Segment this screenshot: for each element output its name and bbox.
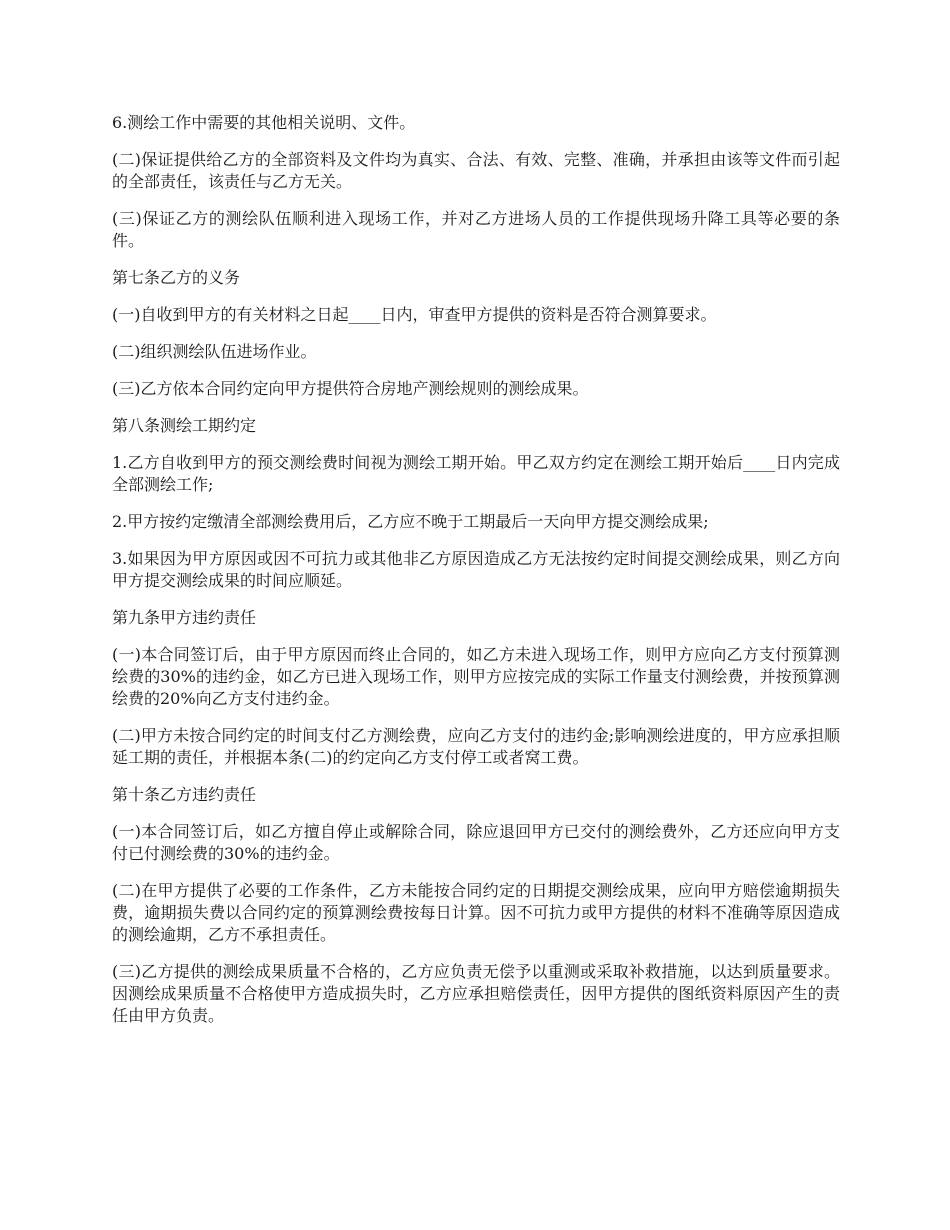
paragraph-article-10-clause-3: (三)乙方提供的测绘成果质量不合格的，乙方应负责无偿予以重测或采取补救措施，以达到质量要求。因测绘成果质量不合格使甲方造成损失时，乙方应承担赔偿责任，因甲方提供的图纸资料原因产生的责任由甲方负责。 (112, 962, 840, 1025)
paragraph-article-7-clause-3: (三)乙方依本合同约定向甲方提供符合房地产测绘规则的测绘成果。 (112, 379, 589, 398)
paragraph-article-9-clause-2: (二)甲方未按合同约定的时间支付乙方测绘费，应向乙方支付的违约金;影响测绘进度的，甲方应承担顺延工期的责任，并根据本条(二)的约定向乙方支付停工或者窝工费。 (112, 726, 840, 767)
paragraph-obligation-3: (三)保证乙方的测绘队伍顺利进入现场工作，并对乙方进场人员的工作提供现场升降工具等必要的条件。 (112, 209, 840, 250)
section-heading-article-8: 第八条测绘工期约定 (112, 416, 257, 435)
paragraph-article-7-clause-2: (二)组织测绘队伍进场作业。 (112, 342, 317, 361)
paragraph-article-8-item-3: 3.如果因为甲方原因或因不可抗力或其他非乙方原因造成乙方无法按约定时间提交测绘成果，则乙方向甲方提交测绘成果的时间应顺延。 (112, 549, 840, 590)
paragraph-article-10-clause-2: (二)在甲方提供了必要的工作条件，乙方未能按合同约定的日期提交测绘成果，应向甲方赔偿逾期损失费，逾期损失费以合同约定的预算测绘费按每日计算。因不可抗力或甲方提供的材料不准确等原因造成的测绘逾期，乙方不承担责任。 (112, 881, 840, 944)
section-heading-article-7: 第七条乙方的义务 (112, 268, 241, 287)
paragraph-article-7-clause-1: (一)自收到甲方的有关材料之日起____日内，审查甲方提供的资料是否符合测算要求。 (112, 305, 717, 324)
section-heading-article-10: 第十条乙方违约责任 (112, 785, 257, 804)
paragraph-item-6: 6.测绘工作中需要的其他相关说明、文件。 (112, 113, 416, 132)
paragraph-article-8-item-1: 1.乙方自收到甲方的预交测绘费时间视为测绘工期开始。甲乙双方约定在测绘工期开始后____日内完成全部测绘工作; (112, 453, 840, 494)
section-heading-article-9: 第九条甲方违约责任 (112, 608, 257, 627)
paragraph-article-9-clause-1: (一)本合同签订后，由于甲方原因而终止合同的，如乙方未进入现场工作，则甲方应向乙方支付预算测绘费的30%的违约金，如乙方已进入现场工作，则甲方应按完成的实际工作量支付测绘费，并按预算测绘费的20%向乙方支付违约金。 (112, 645, 840, 708)
document-page (112, 112, 840, 1042)
paragraph-article-10-clause-1: (一)本合同签订后，如乙方擅自停止或解除合同，除应退回甲方已交付的测绘费外，乙方还应向甲方支付已付测绘费的30%的违约金。 (112, 822, 840, 863)
paragraph-article-8-item-2: 2.甲方按约定缴清全部测绘费用后，乙方应不晚于工期最后一天向甲方提交测绘成果; (112, 512, 709, 531)
paragraph-obligation-2: (二)保证提供给乙方的全部资料及文件均为真实、合法、有效、完整、准确，并承担由该等文件而引起的全部责任，该责任与乙方无关。 (112, 150, 840, 191)
